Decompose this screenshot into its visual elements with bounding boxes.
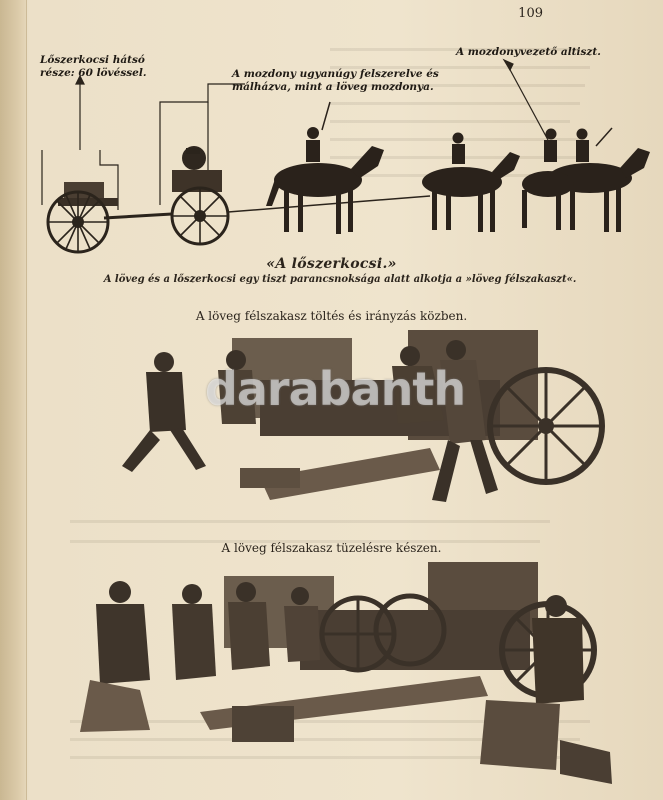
- page-number: 109: [518, 6, 543, 21]
- label-limber: A mozdony ugyanúgy felszerelve és málházva, mint a löveg mozdonya.: [232, 68, 439, 93]
- photo2-title: A löveg félszakasz tüzelésre készen.: [221, 541, 442, 555]
- caption-subtitle: A löveg és a lőszerkocsi egy tiszt parancsnoksága alatt alkotja a »löveg félszakaszt«.: [103, 274, 577, 285]
- photo1-title: A löveg félszakasz töltés és irányzás közben.: [195, 309, 468, 323]
- watermark: darabanth: [204, 362, 466, 416]
- label-rear-section: Lőszerkocsi hátsó része: 60 lövéssel.: [40, 54, 147, 79]
- label-driver: A mozdonyvezető altiszt.: [456, 46, 601, 58]
- caption-title: «A lőszerkocsi.»: [266, 256, 397, 272]
